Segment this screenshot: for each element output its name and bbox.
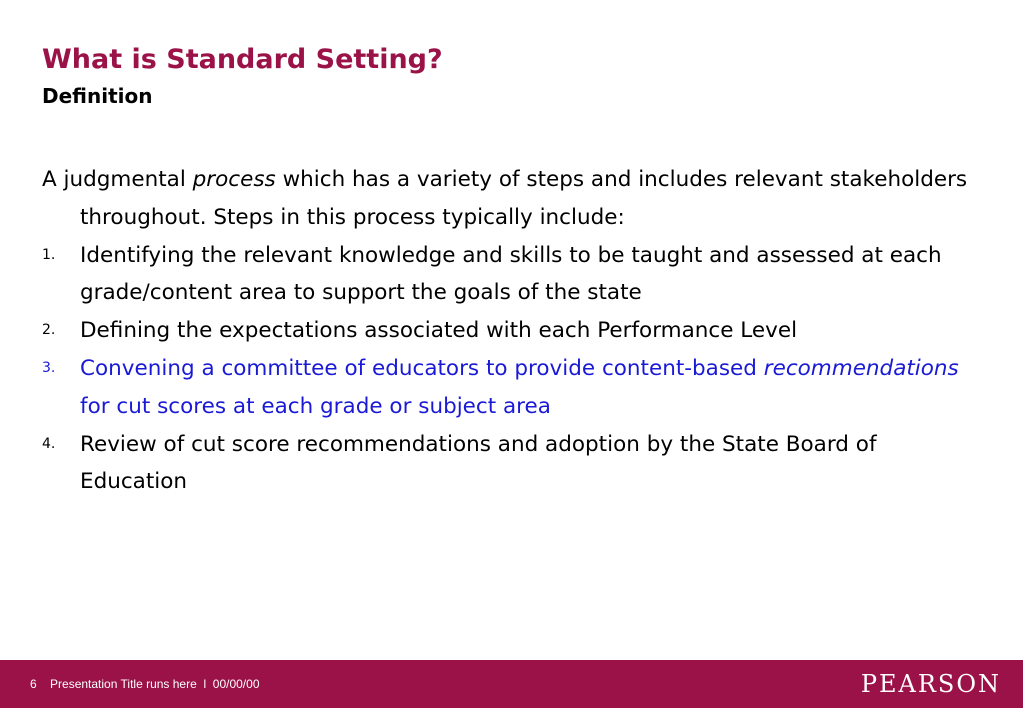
list-item-italic: recommendations	[763, 355, 959, 381]
intro-text-start: A judgmental	[42, 167, 193, 192]
footer-bar	[0, 660, 1023, 708]
list-item-highlighted	[42, 350, 972, 426]
page-number: 6	[30, 677, 37, 691]
presentation-title: Presentation Title runs here l 00/00/00	[50, 677, 260, 691]
list-number: 4.	[42, 435, 56, 452]
list-item-text: Defining the expectations associated with each Performance Level	[80, 318, 798, 344]
list-item	[42, 426, 972, 502]
pearson-logo: PEARSON	[860, 670, 1001, 698]
list-number: 3.	[42, 359, 56, 376]
intro-italic-word: process	[192, 167, 276, 192]
list-number: 1.	[42, 246, 56, 263]
footer-info	[30, 676, 260, 692]
intro-text-end: which has a variety of steps and includes relevant stakeholders throughout. Steps in this process typically include:	[80, 167, 968, 230]
list-number: 2.	[42, 322, 56, 339]
list-item-text-end: for cut scores at each grade or subject area	[80, 393, 551, 419]
intro-paragraph	[42, 161, 972, 237]
slide-subtitle: Definition	[42, 84, 153, 108]
list-item-text: Review of cut score recommendations and adoption by the State Board of Education	[80, 431, 877, 495]
list-item	[42, 237, 972, 313]
list-item-text: Convening a committee of educators to provide content-based	[80, 355, 764, 381]
list-item	[42, 312, 972, 350]
list-item-text: Identifying the relevant knowledge and skills to be taught and assessed at each grade/content area to support the goals of the state	[80, 242, 942, 306]
slide-body	[42, 161, 972, 501]
slide-title: What is Standard Setting?	[42, 44, 443, 75]
